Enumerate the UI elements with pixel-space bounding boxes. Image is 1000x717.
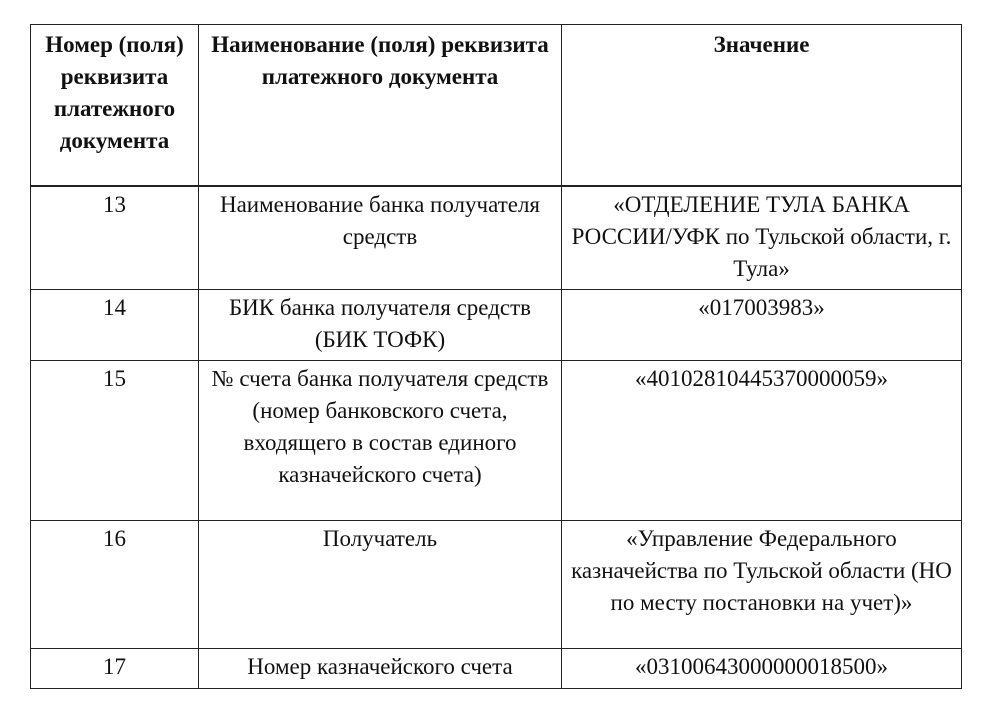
table-row — [31, 361, 962, 521]
table-row — [31, 649, 962, 689]
header-row — [31, 25, 962, 187]
cell-field-name: № счета банка получателя средств (номер банковского счета, входящего в состав единого казначейского счета) — [199, 361, 562, 521]
header-field-name: Наименование (поля) реквизита платежного документа — [199, 25, 562, 187]
cell-value: «03100643000000018500» — [562, 649, 962, 689]
payment-requisites-table — [30, 24, 962, 689]
cell-field-number: 16 — [31, 521, 199, 649]
cell-field-number: 17 — [31, 649, 199, 689]
table-header — [31, 25, 962, 187]
table-row — [31, 186, 962, 290]
cell-field-name: Получатель — [199, 521, 562, 649]
cell-field-name: Наименование банка получателя средств — [199, 186, 562, 290]
table-row — [31, 290, 962, 361]
cell-value: «Управление Федерального казначейства по Тульской области (НО по месту постановки на учет)» — [562, 521, 962, 649]
header-field-number: Номер (поля) реквизита платежного документа — [31, 25, 199, 187]
cell-field-number: 14 — [31, 290, 199, 361]
cell-field-name: БИК банка получателя средств (БИК ТОФК) — [199, 290, 562, 361]
table-body — [31, 186, 962, 689]
cell-value: «40102810445370000059» — [562, 361, 962, 521]
cell-value: «017003983» — [562, 290, 962, 361]
cell-field-name: Номер казначейского счета — [199, 649, 562, 689]
header-value: Значение — [562, 25, 962, 187]
cell-value: «ОТДЕЛЕНИЕ ТУЛА БАНКА РОССИИ/УФК по Тульской области, г. Тула» — [562, 186, 962, 290]
table-row — [31, 521, 962, 649]
cell-field-number: 15 — [31, 361, 199, 521]
cell-field-number: 13 — [31, 186, 199, 290]
